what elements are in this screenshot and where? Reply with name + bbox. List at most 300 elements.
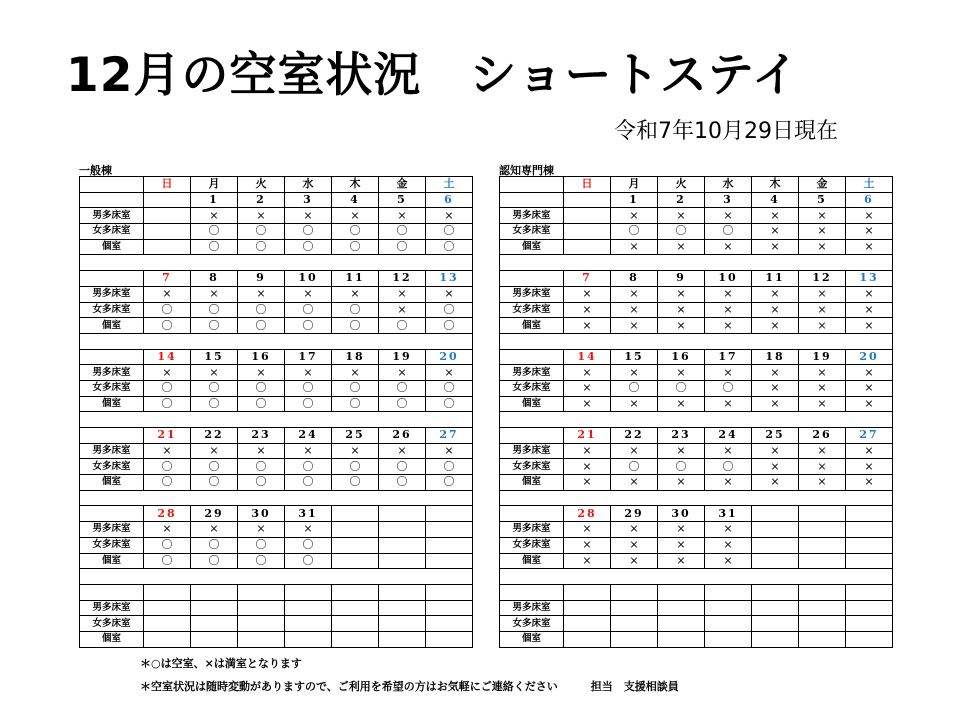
spacer-cell	[426, 255, 473, 271]
availability-cell	[846, 537, 893, 553]
room-type-label: 個室	[80, 553, 144, 569]
availability-cell: ×	[611, 553, 658, 569]
date-cell: 7	[144, 271, 191, 287]
availability-cell	[658, 631, 705, 647]
date-cell: 19	[379, 349, 426, 365]
availability-cell	[564, 600, 611, 616]
spacer-cell	[238, 333, 285, 349]
date-row	[500, 349, 893, 365]
room-row	[80, 365, 473, 381]
date-cell: 1	[611, 192, 658, 208]
availability-cell	[191, 631, 238, 647]
date-cell: 2	[658, 192, 705, 208]
availability-cell: ×	[799, 380, 846, 396]
spacer-cell	[332, 490, 379, 506]
room-type-label: 個室	[80, 318, 144, 334]
building-name: 認知専門棟	[499, 164, 554, 177]
date-cell: 21	[144, 428, 191, 444]
availability-cell: ×	[752, 443, 799, 459]
availability-cell: ×	[611, 522, 658, 538]
availability-cell: 〇	[238, 224, 285, 240]
date-cell: 12	[379, 271, 426, 287]
availability-cell: ×	[846, 318, 893, 334]
date-cell: 23	[238, 428, 285, 444]
date-cell	[752, 506, 799, 522]
availability-cell: ×	[705, 443, 752, 459]
room-type-label: 個室	[80, 239, 144, 255]
availability-cell	[799, 631, 846, 647]
availability-cell: ×	[144, 286, 191, 302]
spacer-cell	[144, 490, 191, 506]
availability-cell: ×	[564, 537, 611, 553]
date-cell: 17	[285, 349, 332, 365]
date-cell: 18	[332, 349, 379, 365]
availability-cell: 〇	[191, 459, 238, 475]
availability-cell: 〇	[191, 396, 238, 412]
spacer-cell	[238, 569, 285, 585]
availability-cell	[752, 537, 799, 553]
date-cell: 27	[426, 428, 473, 444]
availability-cell	[426, 616, 473, 632]
date-cell: 3	[705, 192, 752, 208]
availability-cell: 〇	[285, 224, 332, 240]
availability-cell: ×	[846, 239, 893, 255]
availability-cell: ×	[611, 396, 658, 412]
availability-cell	[144, 631, 191, 647]
availability-cell: ×	[658, 475, 705, 491]
availability-cell: ×	[846, 459, 893, 475]
availability-cell: ×	[238, 522, 285, 538]
availability-cell: ×	[799, 396, 846, 412]
spacer-cell	[426, 569, 473, 585]
room-type-label: 個室	[500, 553, 564, 569]
room-type-label: 男多床室	[500, 286, 564, 302]
availability-cell: ×	[799, 302, 846, 318]
spacer-row	[500, 412, 893, 428]
availability-cell: ×	[285, 522, 332, 538]
date-cell: 8	[191, 271, 238, 287]
availability-cell: ×	[426, 208, 473, 224]
date-cell: 21	[564, 428, 611, 444]
date-cell	[285, 584, 332, 600]
room-row	[500, 553, 893, 569]
date-cell: 7	[564, 271, 611, 287]
spacer-cell	[285, 569, 332, 585]
availability-cell: 〇	[238, 396, 285, 412]
corner-cell	[500, 349, 564, 365]
availability-cell: 〇	[144, 302, 191, 318]
availability-cell: ×	[705, 475, 752, 491]
availability-cell: ×	[705, 208, 752, 224]
availability-cell: ×	[564, 553, 611, 569]
room-row	[500, 208, 893, 224]
availability-cell	[379, 537, 426, 553]
spacer-cell	[80, 412, 144, 428]
spacer-cell	[658, 569, 705, 585]
date-cell: 2	[238, 192, 285, 208]
availability-cell	[752, 616, 799, 632]
room-type-label: 女多床室	[500, 459, 564, 475]
availability-cell	[238, 616, 285, 632]
availability-cell: ×	[846, 286, 893, 302]
availability-cell: ×	[752, 208, 799, 224]
availability-cell: ×	[379, 302, 426, 318]
date-cell: 9	[238, 271, 285, 287]
date-row	[500, 192, 893, 208]
spacer-cell	[500, 569, 564, 585]
availability-cell: ×	[144, 443, 191, 459]
as-of-date: 令和7年10月29日現在	[614, 119, 838, 144]
availability-cell: 〇	[285, 318, 332, 334]
availability-cell: ×	[752, 239, 799, 255]
availability-cell: ×	[379, 286, 426, 302]
spacer-cell	[611, 412, 658, 428]
availability-cell	[144, 616, 191, 632]
availability-cell: 〇	[658, 459, 705, 475]
availability-cell: ×	[846, 224, 893, 240]
date-cell	[238, 584, 285, 600]
room-row	[500, 475, 893, 491]
spacer-row	[80, 569, 473, 585]
availability-cell	[564, 631, 611, 647]
availability-cell	[379, 600, 426, 616]
availability-cell	[238, 600, 285, 616]
spacer-cell	[799, 333, 846, 349]
availability-cell: 〇	[191, 537, 238, 553]
spacer-cell	[564, 490, 611, 506]
room-row	[80, 380, 473, 396]
spacer-cell	[658, 333, 705, 349]
spacer-cell	[611, 255, 658, 271]
availability-cell: ×	[658, 396, 705, 412]
room-row	[80, 239, 473, 255]
availability-cell: 〇	[285, 537, 332, 553]
room-row	[80, 522, 473, 538]
availability-cell: 〇	[285, 553, 332, 569]
room-type-label: 女多床室	[500, 302, 564, 318]
availability-cell: ×	[846, 365, 893, 381]
spacer-cell	[564, 569, 611, 585]
date-cell: 25	[332, 428, 379, 444]
spacer-cell	[238, 412, 285, 428]
date-row	[80, 271, 473, 287]
availability-cell: ×	[564, 396, 611, 412]
availability-cell: ×	[564, 318, 611, 334]
date-cell: 5	[379, 192, 426, 208]
room-type-label: 男多床室	[80, 443, 144, 459]
spacer-row	[80, 255, 473, 271]
availability-cell: ×	[285, 443, 332, 459]
spacer-row	[500, 569, 893, 585]
availability-cell: 〇	[426, 302, 473, 318]
availability-cell: ×	[658, 553, 705, 569]
room-row	[500, 600, 893, 616]
room-row	[500, 286, 893, 302]
availability-cell: ×	[799, 459, 846, 475]
date-cell: 20	[426, 349, 473, 365]
spacer-cell	[846, 569, 893, 585]
corner-cell	[500, 506, 564, 522]
availability-cell: ×	[705, 302, 752, 318]
availability-cell: ×	[752, 380, 799, 396]
room-type-label: 個室	[80, 475, 144, 491]
availability-cell: 〇	[191, 380, 238, 396]
availability-cell: 〇	[379, 459, 426, 475]
spacer-cell	[658, 490, 705, 506]
date-cell	[846, 506, 893, 522]
corner-cell	[80, 506, 144, 522]
availability-cell: ×	[238, 365, 285, 381]
spacer-cell	[799, 569, 846, 585]
availability-cell: ×	[705, 286, 752, 302]
availability-cell	[285, 600, 332, 616]
availability-cell: ×	[846, 396, 893, 412]
availability-cell: 〇	[144, 380, 191, 396]
date-cell	[799, 506, 846, 522]
room-type-label: 個室	[80, 631, 144, 647]
availability-cell: 〇	[332, 459, 379, 475]
availability-cell	[564, 239, 611, 255]
room-row	[500, 318, 893, 334]
availability-cell: ×	[658, 208, 705, 224]
room-type-label: 女多床室	[80, 302, 144, 318]
availability-cell: ×	[846, 443, 893, 459]
availability-cell: 〇	[191, 475, 238, 491]
availability-cell: ×	[611, 365, 658, 381]
availability-cell: ×	[564, 459, 611, 475]
availability-cell	[191, 616, 238, 632]
availability-cell: ×	[799, 286, 846, 302]
weekday-label: 金	[379, 177, 426, 193]
room-row	[500, 616, 893, 632]
spacer-cell	[500, 412, 564, 428]
availability-cell: 〇	[332, 380, 379, 396]
date-cell: 17	[705, 349, 752, 365]
availability-cell	[144, 600, 191, 616]
availability-cell	[705, 616, 752, 632]
spacer-cell	[285, 490, 332, 506]
spacer-row	[500, 490, 893, 506]
date-row	[80, 349, 473, 365]
availability-cell: ×	[285, 286, 332, 302]
availability-cell	[799, 537, 846, 553]
spacer-cell	[799, 490, 846, 506]
availability-cell: ×	[191, 522, 238, 538]
spacer-cell	[752, 255, 799, 271]
spacer-cell	[658, 412, 705, 428]
availability-cell: 〇	[285, 459, 332, 475]
spacer-cell	[799, 412, 846, 428]
availability-cell: ×	[238, 286, 285, 302]
date-cell: 9	[658, 271, 705, 287]
date-cell	[611, 584, 658, 600]
availability-cell	[332, 616, 379, 632]
spacer-cell	[846, 255, 893, 271]
room-type-label: 個室	[500, 318, 564, 334]
date-cell: 29	[191, 506, 238, 522]
spacer-row	[80, 412, 473, 428]
room-row	[500, 224, 893, 240]
date-row	[80, 584, 473, 600]
availability-cell: ×	[564, 475, 611, 491]
availability-cell: ×	[752, 318, 799, 334]
availability-cell: ×	[332, 208, 379, 224]
room-type-label: 個室	[500, 239, 564, 255]
availability-cell: 〇	[144, 396, 191, 412]
date-cell	[564, 584, 611, 600]
availability-cell: 〇	[426, 318, 473, 334]
room-row	[500, 631, 893, 647]
availability-cell	[332, 553, 379, 569]
availability-cell: ×	[705, 537, 752, 553]
weekday-label: 土	[426, 177, 473, 193]
availability-cell: 〇	[285, 475, 332, 491]
availability-cell: ×	[426, 365, 473, 381]
availability-cell: 〇	[611, 459, 658, 475]
availability-cell: ×	[379, 443, 426, 459]
corner-cell	[500, 584, 564, 600]
availability-cell: 〇	[611, 224, 658, 240]
date-cell	[144, 192, 191, 208]
room-row	[80, 443, 473, 459]
date-cell: 15	[191, 349, 238, 365]
availability-cell: ×	[799, 475, 846, 491]
corner-cell	[80, 349, 144, 365]
room-type-label: 女多床室	[500, 616, 564, 632]
availability-cell	[379, 616, 426, 632]
room-row	[80, 553, 473, 569]
spacer-cell	[80, 333, 144, 349]
room-row	[500, 522, 893, 538]
availability-cell	[238, 631, 285, 647]
weekday-label: 水	[285, 177, 332, 193]
spacer-cell	[379, 255, 426, 271]
availability-cell: ×	[611, 537, 658, 553]
room-row	[500, 537, 893, 553]
availability-cell: ×	[658, 286, 705, 302]
date-cell: 10	[285, 271, 332, 287]
room-type-label: 個室	[500, 475, 564, 491]
availability-cell: 〇	[238, 302, 285, 318]
availability-cell	[191, 600, 238, 616]
date-row	[80, 428, 473, 444]
availability-cell: 〇	[238, 553, 285, 569]
spacer-cell	[144, 255, 191, 271]
room-type-label: 個室	[500, 631, 564, 647]
weekday-label: 火	[658, 177, 705, 193]
date-cell: 20	[846, 349, 893, 365]
availability-cell: ×	[846, 302, 893, 318]
availability-cell: ×	[564, 365, 611, 381]
spacer-cell	[752, 569, 799, 585]
spacer-cell	[500, 490, 564, 506]
date-cell	[332, 584, 379, 600]
room-type-label: 女多床室	[500, 224, 564, 240]
date-cell: 31	[705, 506, 752, 522]
availability-cell: ×	[658, 302, 705, 318]
availability-cell: 〇	[332, 224, 379, 240]
spacer-cell	[332, 569, 379, 585]
availability-cell: 〇	[238, 239, 285, 255]
availability-cell: ×	[705, 553, 752, 569]
date-cell: 31	[285, 506, 332, 522]
availability-cell	[379, 553, 426, 569]
date-cell	[332, 506, 379, 522]
room-row	[80, 396, 473, 412]
weekday-header-row	[500, 177, 893, 193]
availability-cell: ×	[332, 443, 379, 459]
date-cell: 23	[658, 428, 705, 444]
spacer-cell	[752, 412, 799, 428]
availability-cell: ×	[611, 443, 658, 459]
spacer-cell	[379, 412, 426, 428]
availability-cell: 〇	[426, 224, 473, 240]
building-name: 一般棟	[79, 164, 112, 177]
room-row	[500, 396, 893, 412]
room-type-label: 女多床室	[80, 459, 144, 475]
room-type-label: 男多床室	[80, 208, 144, 224]
availability-cell: ×	[611, 239, 658, 255]
date-cell: 26	[799, 428, 846, 444]
availability-cell: 〇	[238, 459, 285, 475]
availability-cell: ×	[752, 286, 799, 302]
availability-cell: 〇	[144, 318, 191, 334]
page-title: 12月の空室状況 ショートステイ	[66, 48, 800, 103]
availability-cell	[332, 600, 379, 616]
date-cell: 16	[658, 349, 705, 365]
room-row	[80, 318, 473, 334]
availability-cell: ×	[144, 365, 191, 381]
room-row	[80, 616, 473, 632]
date-cell	[658, 584, 705, 600]
spacer-cell	[752, 490, 799, 506]
availability-cell	[846, 522, 893, 538]
weekday-label: 日	[144, 177, 191, 193]
date-cell: 22	[191, 428, 238, 444]
availability-cell: ×	[564, 286, 611, 302]
availability-cell: ×	[144, 522, 191, 538]
availability-cell: ×	[238, 208, 285, 224]
availability-cell	[611, 616, 658, 632]
date-cell: 15	[611, 349, 658, 365]
date-cell: 4	[332, 192, 379, 208]
spacer-cell	[426, 333, 473, 349]
availability-cell: ×	[564, 380, 611, 396]
availability-cell: 〇	[379, 318, 426, 334]
availability-cell: 〇	[238, 537, 285, 553]
availability-cell: ×	[752, 396, 799, 412]
availability-cell: ×	[611, 208, 658, 224]
spacer-cell	[379, 333, 426, 349]
availability-cell	[799, 553, 846, 569]
date-cell: 16	[238, 349, 285, 365]
availability-cell	[564, 208, 611, 224]
date-cell: 4	[752, 192, 799, 208]
spacer-cell	[705, 412, 752, 428]
date-cell: 30	[658, 506, 705, 522]
weekday-label: 月	[191, 177, 238, 193]
availability-cell	[799, 600, 846, 616]
room-type-label: 男多床室	[80, 286, 144, 302]
date-cell: 28	[144, 506, 191, 522]
room-type-label: 女多床室	[80, 224, 144, 240]
date-cell: 24	[705, 428, 752, 444]
availability-cell: 〇	[285, 380, 332, 396]
contact-note: ＊空室状況は随時変動がありますので、ご利用を希望の方はお気軽にご連絡ください 担当 支援相談員	[140, 680, 679, 693]
availability-cell: ×	[705, 239, 752, 255]
availability-cell	[752, 522, 799, 538]
availability-cell: ×	[564, 522, 611, 538]
